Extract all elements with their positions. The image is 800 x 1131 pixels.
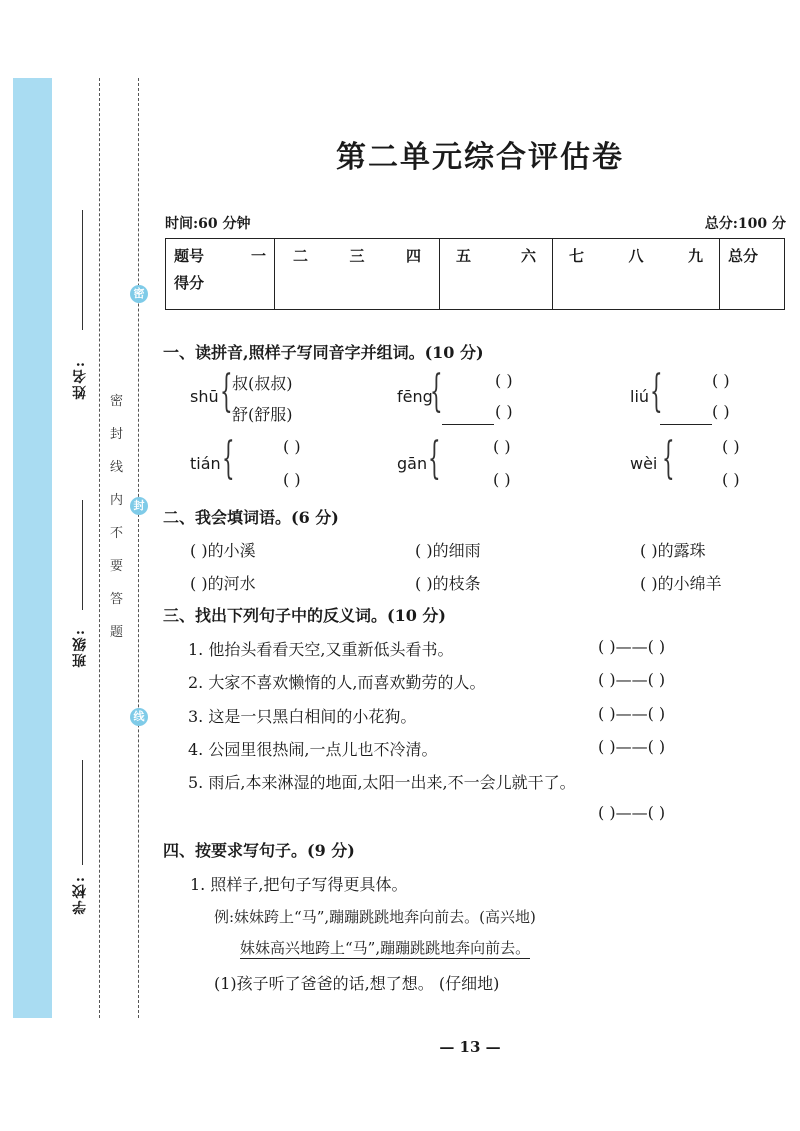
seal-circle-feng: 封 <box>130 497 148 515</box>
name-label: 姓名: <box>72 360 88 400</box>
pinyin-gan: gān <box>397 454 428 473</box>
pinyin-wei: wèi <box>630 454 658 473</box>
wei-blank-2[interactable]: ( ) <box>722 470 740 489</box>
class-label: 班级: <box>72 628 88 668</box>
gan-blank-2[interactable]: ( ) <box>493 470 511 489</box>
liu-blank-1[interactable]: ( ) <box>712 371 730 390</box>
feng-blank-2[interactable]: ( ) <box>495 402 513 421</box>
row-label-question: 题号 <box>174 247 205 265</box>
pinyin-tian: tián <box>190 454 221 473</box>
feng-blank-1[interactable]: ( ) <box>495 371 513 390</box>
gan-blank-1[interactable]: ( ) <box>493 437 511 456</box>
header-total: 总分 <box>728 247 759 265</box>
fill-item[interactable]: ( )的枝条 <box>415 574 481 593</box>
fill-item[interactable]: ( )的河水 <box>190 574 256 593</box>
feng-write-line[interactable] <box>442 424 494 425</box>
tian-blank-2[interactable]: ( ) <box>283 470 301 489</box>
antonym-sentence: 5. 雨后,本来淋湿的地面,太阳一出来,不一会儿就干了。 <box>188 773 576 792</box>
header-3: 三 <box>349 247 365 265</box>
seal-circle-mi: 密 <box>130 285 148 303</box>
antonym-sentence: 2. 大家不喜欢懒惰的人,而喜欢勤劳的人。 <box>188 673 486 692</box>
header-8: 八 <box>628 247 644 265</box>
binding-strip <box>13 78 52 1018</box>
antonym-answer[interactable]: ( )——( ) <box>598 670 666 689</box>
example-sentence: 例:妹妹跨上“马”,蹦蹦跳跳地奔向前去。(高兴地) <box>214 908 536 926</box>
score-cell-1[interactable] <box>166 239 275 310</box>
header-1: 一 <box>250 247 266 265</box>
antonym-answer[interactable]: ( )——( ) <box>598 737 666 756</box>
shu-example-2: 舒(舒服) <box>232 405 293 424</box>
brace-icon: { <box>650 366 663 417</box>
page-number: — 13 — <box>439 1038 501 1056</box>
fill-item[interactable]: ( )的小绵羊 <box>640 574 722 593</box>
cut-line-outer <box>99 78 100 1018</box>
example-answer: 妹妹高兴地跨上“马”,蹦蹦跳跳地奔向前去。 <box>240 939 531 957</box>
header-9: 九 <box>687 247 703 265</box>
antonym-answer[interactable]: ( )——( ) <box>598 803 666 822</box>
antonym-sentence: 4. 公园里很热闹,一点儿也不冷清。 <box>188 740 438 759</box>
antonym-answer[interactable]: ( )——( ) <box>598 637 666 656</box>
score-cell-5-6[interactable] <box>440 239 553 310</box>
header-4: 四 <box>405 247 421 265</box>
score-cell-2-4[interactable] <box>275 239 440 310</box>
cut-line-inner <box>138 78 139 1018</box>
header-6: 六 <box>520 247 536 265</box>
liu-write-line[interactable] <box>660 424 712 425</box>
row-label-score: 得分 <box>174 274 205 292</box>
fill-item[interactable]: ( )的细雨 <box>415 541 481 560</box>
total-label: 总分:100 分 <box>704 216 786 232</box>
seal-circle-xian: 线 <box>130 708 148 726</box>
section3-heading: 三、找出下列句子中的反义词。(10 分) <box>163 606 446 625</box>
liu-blank-2[interactable]: ( ) <box>712 402 730 421</box>
page-title: 第二单元综合评估卷 <box>336 140 624 175</box>
fill-item[interactable]: ( )的小溪 <box>190 541 256 560</box>
pinyin-liu: liú <box>630 387 650 406</box>
antonym-answer[interactable]: ( )——( ) <box>598 704 666 723</box>
score-cell-7-9[interactable] <box>553 239 720 310</box>
header-7: 七 <box>569 247 585 265</box>
time-label: 时间:60 分钟 <box>165 216 251 232</box>
pinyin-shu: shū <box>190 387 219 406</box>
section2-heading: 二、我会填词语。(6 分) <box>163 508 339 527</box>
header-2: 二 <box>293 247 309 265</box>
section1-heading: 一、读拼音,照样子写同音字并组词。(10 分) <box>163 343 484 362</box>
wei-blank-1[interactable]: ( ) <box>722 437 740 456</box>
brace-icon: { <box>662 433 675 484</box>
class-blank[interactable] <box>82 500 83 610</box>
header-5: 五 <box>456 247 472 265</box>
score-table <box>165 238 785 310</box>
section4-heading: 四、按要求写句子。(9 分) <box>163 841 355 860</box>
tian-blank-1[interactable]: ( ) <box>283 437 301 456</box>
brace-icon: { <box>220 366 233 417</box>
school-label: 学校: <box>72 875 88 915</box>
name-blank[interactable] <box>82 210 83 330</box>
shu-example-1: 叔(叔叔) <box>232 374 293 393</box>
brace-icon: { <box>428 433 441 484</box>
seal-notice: 密封线内不要答题 <box>110 394 124 640</box>
q1-instruction: 1. 照样子,把句子写得更具体。 <box>190 875 408 894</box>
antonym-sentence: 1. 他抬头看看天空,又重新低头看书。 <box>188 640 454 659</box>
brace-icon: { <box>222 433 235 484</box>
antonym-sentence: 3. 这是一只黑白相间的小花狗。 <box>188 707 417 726</box>
pinyin-feng: fēng <box>397 387 433 406</box>
school-blank[interactable] <box>82 760 83 865</box>
brace-icon: { <box>430 366 443 417</box>
q1-sub1: (1)孩子听了爸爸的话,想了想。 (仔细地) <box>214 974 500 993</box>
fill-item[interactable]: ( )的露珠 <box>640 541 706 560</box>
score-cell-total[interactable] <box>720 239 785 310</box>
